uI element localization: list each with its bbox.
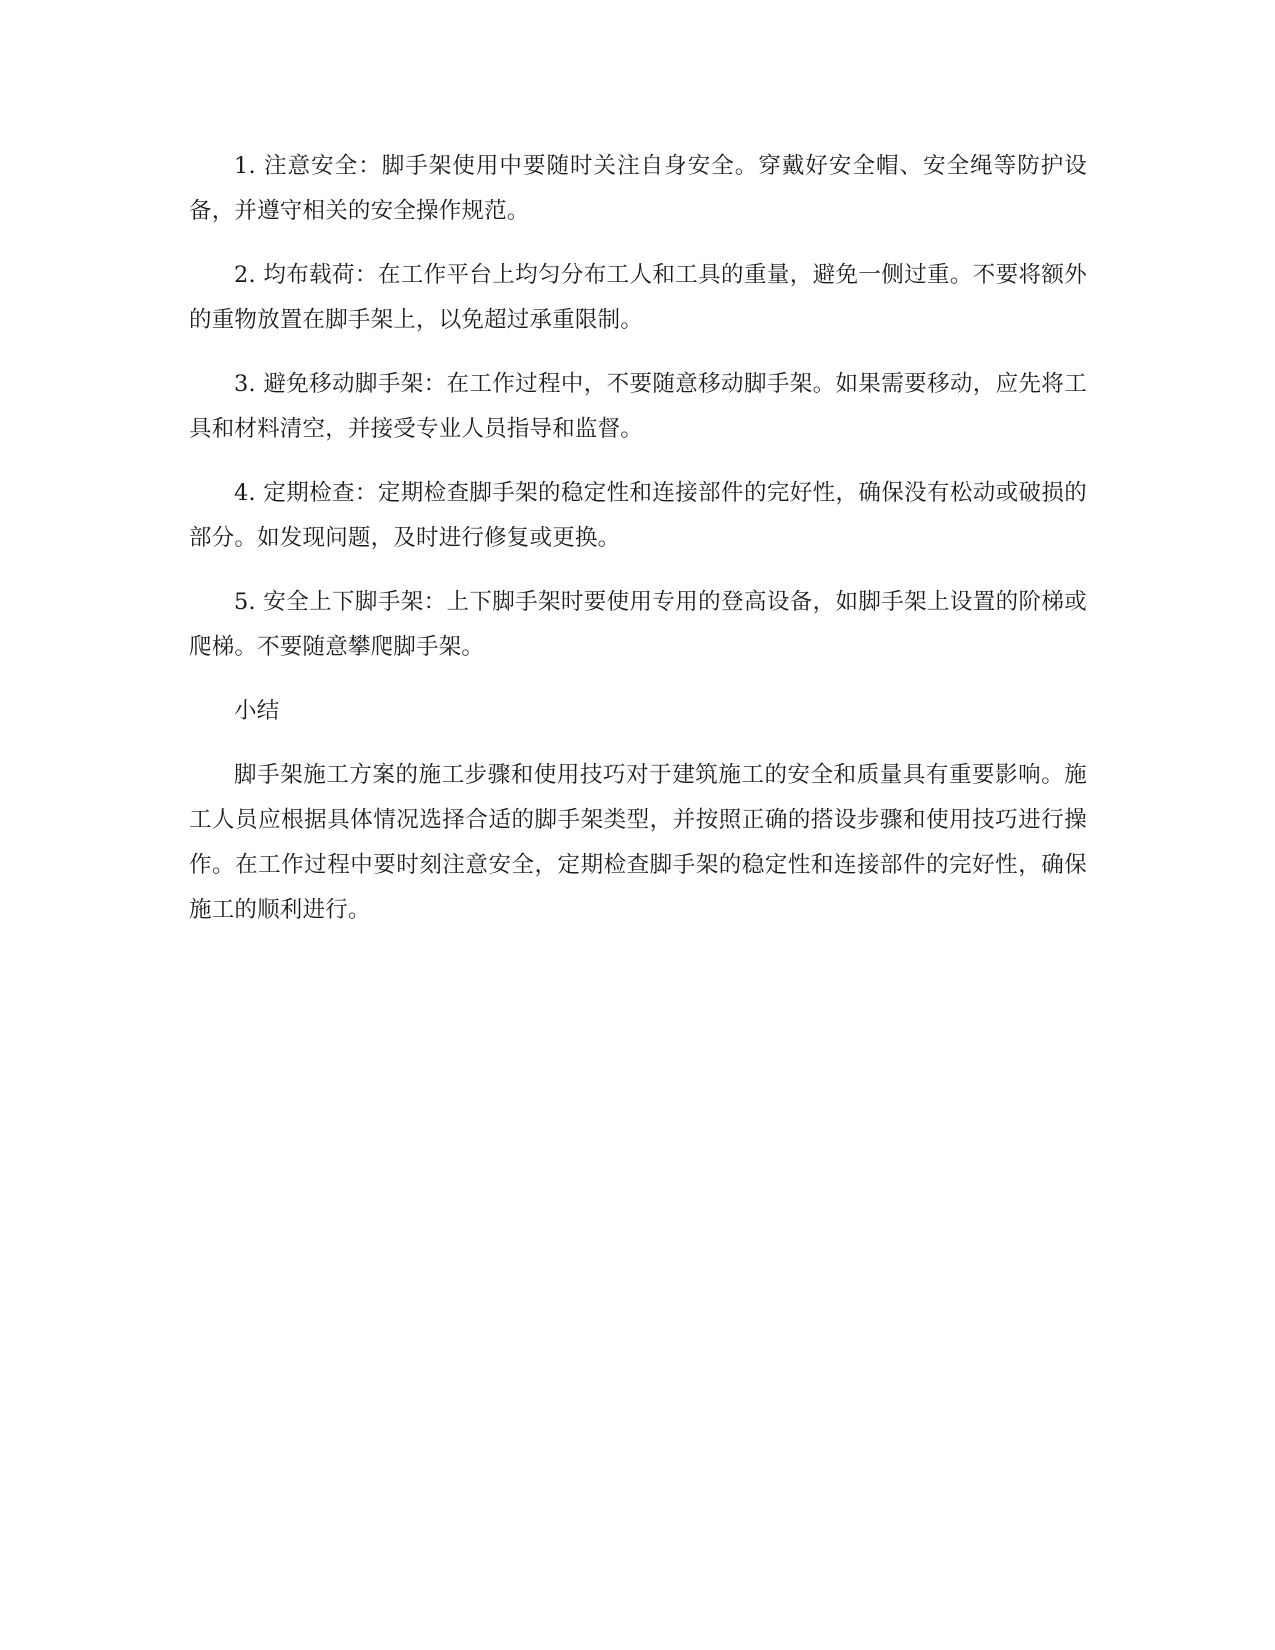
- list-item-avoid-moving: 3. 避免移动脚手架：在工作过程中，不要随意移动脚手架。如果需要移动，应先将工具和材料清空，并接受专业人员指导和监督。: [189, 371, 1087, 442]
- summary-paragraph: 脚手架施工方案的施工步骤和使用技巧对于建筑施工的安全和质量具有重要影响。施工人员应根据具体情况选择合适的脚手架类型，并按照正确的搭设步骤和使用技巧进行操作。在工作过程中要时刻注意安全，定期检查脚手架的稳定性和连接部件的完好性，确保施工的顺利进行。: [189, 762, 1087, 923]
- list-item-even-load: 2. 均布载荷：在工作平台上均匀分布工人和工具的重量，避免一侧过重。不要将额外的重物放置在脚手架上，以免超过承重限制。: [189, 262, 1087, 333]
- list-item-safety: 1. 注意安全：脚手架使用中要随时关注自身安全。穿戴好安全帽、安全绳等防护设备，并遵守相关的安全操作规范。: [189, 153, 1087, 224]
- summary-heading: 小结: [234, 698, 280, 724]
- list-item-regular-inspection: 4. 定期检查：定期检查脚手架的稳定性和连接部件的完好性，确保没有松动或破损的部分。如发现问题，及时进行修复或更换。: [189, 480, 1087, 551]
- document-body: [189, 144, 1087, 952]
- list-item-safe-climbing: 5. 安全上下脚手架：上下脚手架时要使用专用的登高设备，如脚手架上设置的阶梯或爬梯。不要随意攀爬脚手架。: [189, 589, 1087, 660]
